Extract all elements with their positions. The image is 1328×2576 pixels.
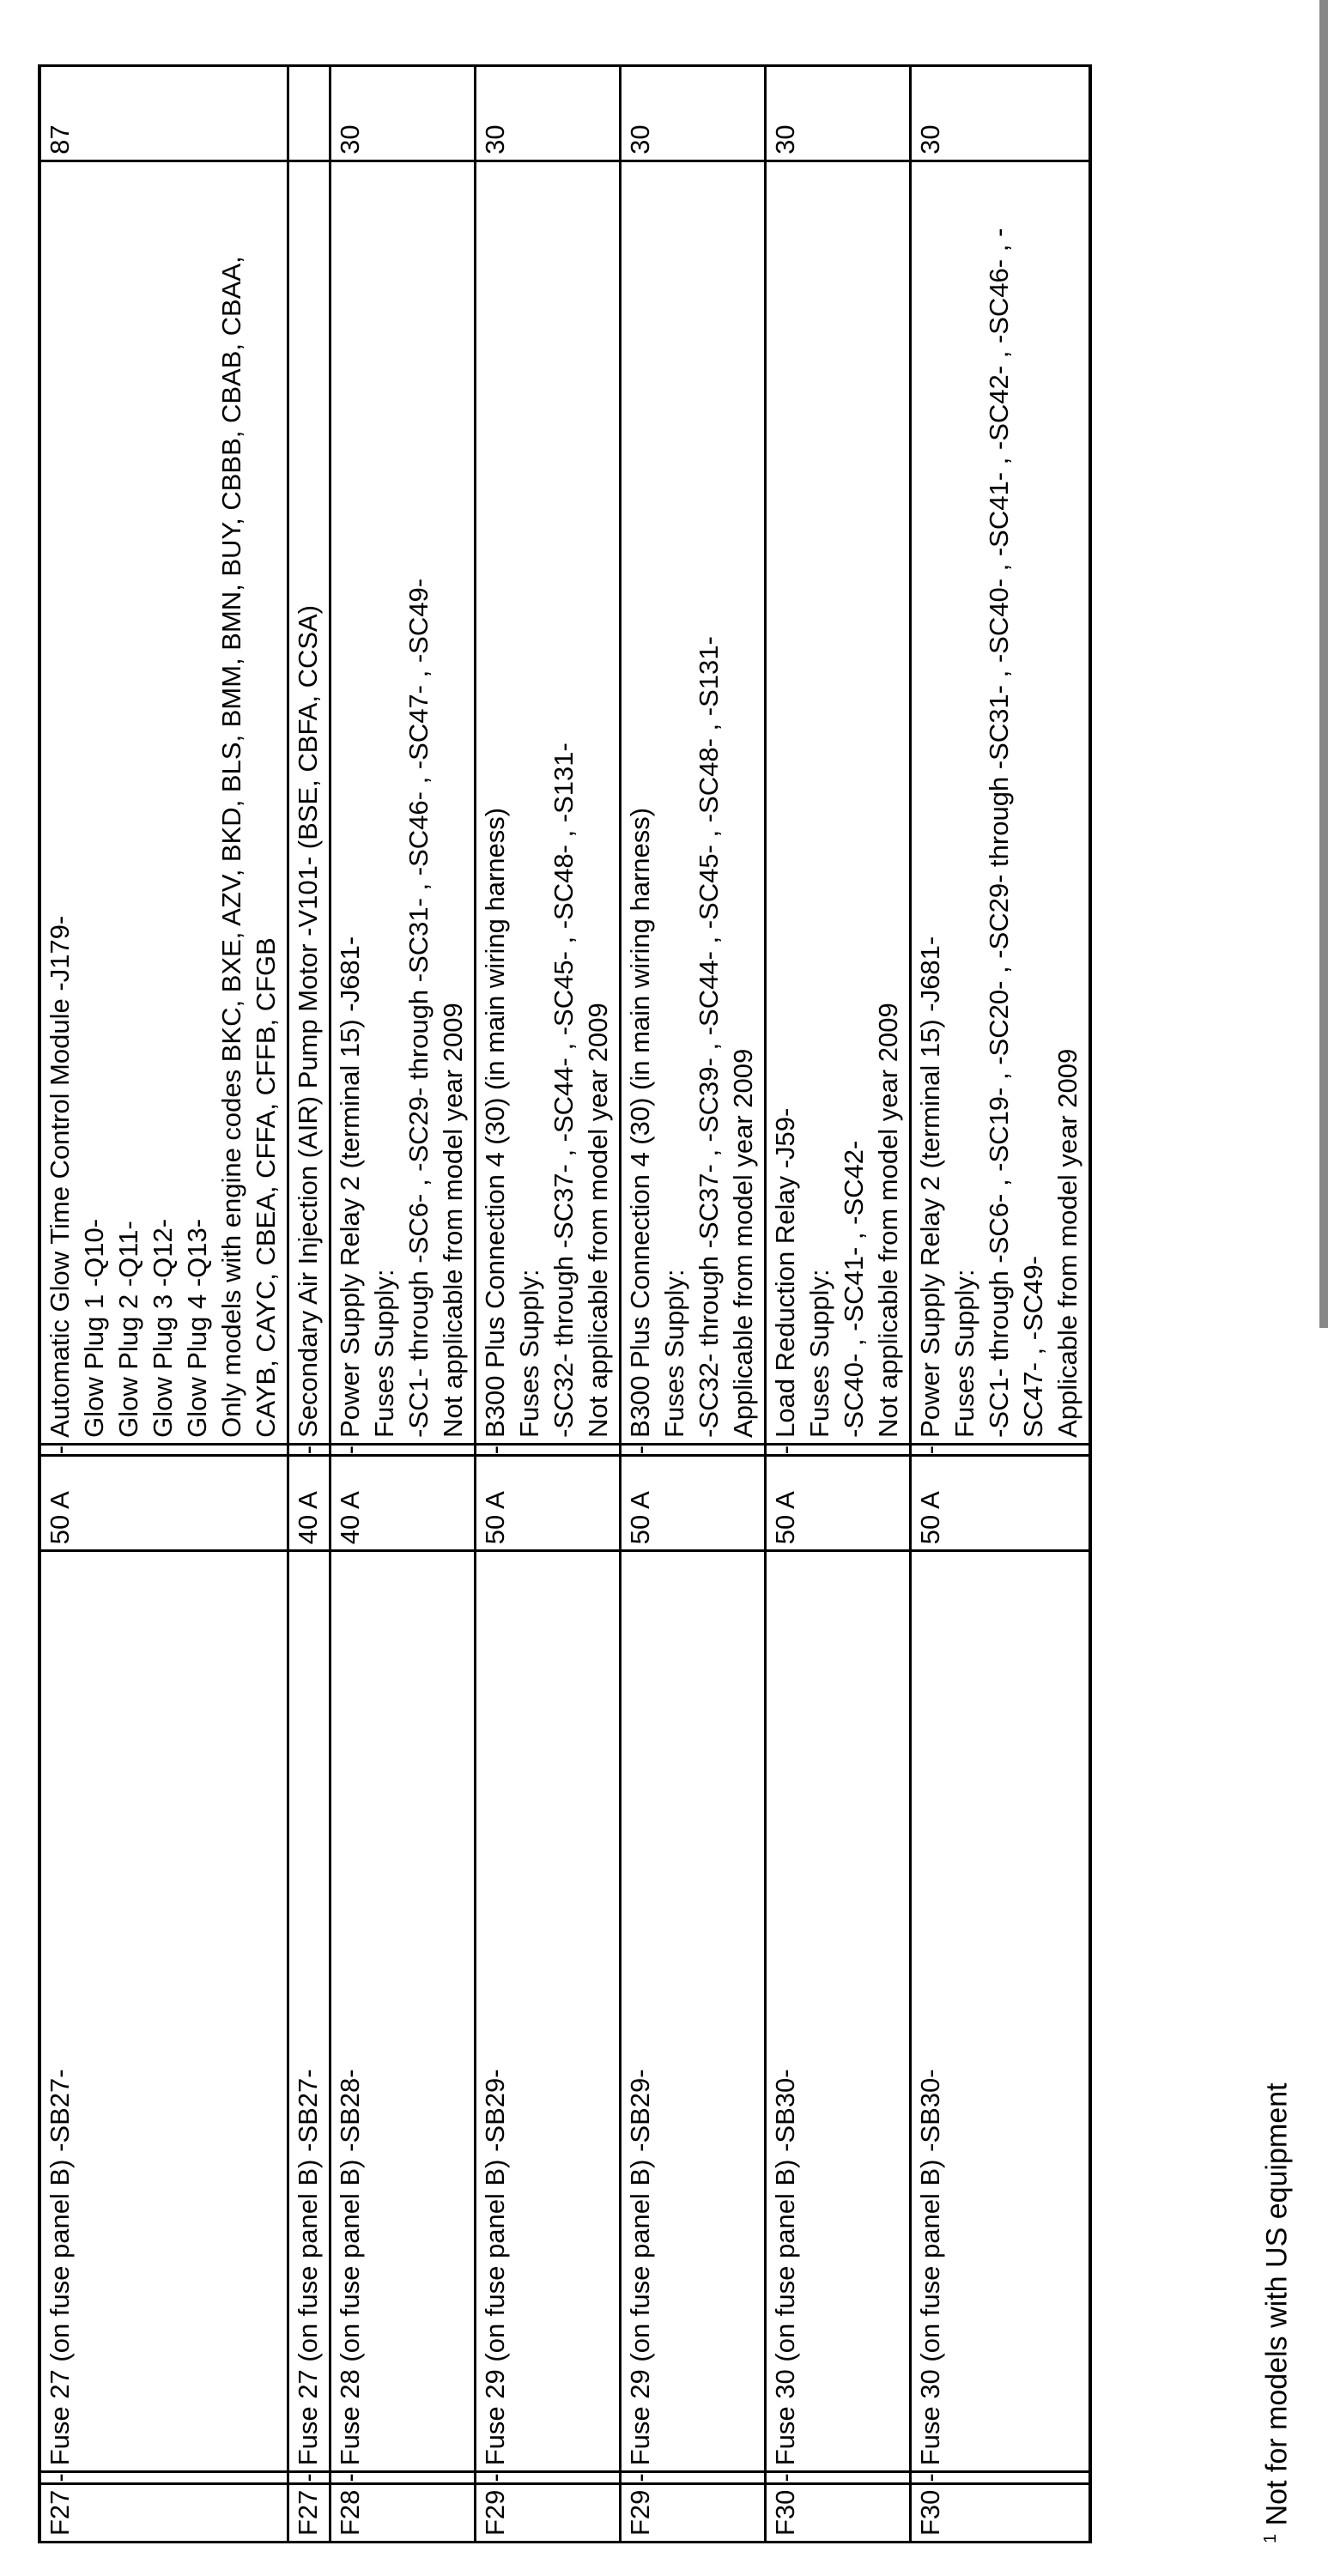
fuse-location: Fuse 29 (on fuse panel B) -SB29- [621, 1551, 766, 2472]
terminal-number: 30 [476, 65, 621, 161]
fuse-amperage: 50 A [621, 1456, 766, 1551]
description-line: Not applicable from model year 2009 [438, 1003, 468, 1438]
fuse-location: Fuse 27 (on fuse panel B) -SB27- [288, 1551, 330, 2472]
description-line: -SC1- through -SC6- , -SC29- through -SC31- , -SC46- , -SC47- , -SC49- [403, 578, 434, 1438]
description-line: Fuses Supply: [949, 1269, 979, 1438]
footnote-text: Not for models with US equipment [1260, 2082, 1294, 2526]
description-line: Glow Plug 4 -Q13- [182, 1218, 212, 1438]
description-line: Fuses Supply: [804, 1269, 834, 1438]
fuse-id: F27 [39, 2483, 288, 2542]
description-line: Fuses Supply: [514, 1269, 544, 1438]
table-row [621, 65, 766, 2542]
separator-dash: - [288, 2472, 330, 2483]
fuse-description [911, 161, 1091, 1444]
description-line: Automatic Glow Time Control Module -J179- [45, 915, 75, 1438]
description-line: Glow Plug 3 -Q12- [148, 1218, 178, 1438]
fuse-location: Fuse 30 (on fuse panel B) -SB30- [766, 1551, 911, 2472]
description-line: SC47- , -SC49- [1018, 1256, 1048, 1438]
separator-dash: - [39, 2472, 288, 2483]
fuse-amperage: 50 A [476, 1456, 621, 1551]
fuse-description [476, 161, 621, 1444]
terminal-number [288, 65, 330, 161]
separator-dash: - [766, 1444, 911, 1455]
fuse-amperage: 40 A [330, 1456, 476, 1551]
description-line: Fuses Supply: [659, 1269, 689, 1438]
table-row [330, 65, 476, 2542]
fuse-amperage: 50 A [39, 1456, 288, 1551]
fuse-id: F30 [911, 2483, 1091, 2542]
table-row [476, 65, 621, 2542]
description-line: Fuses Supply: [369, 1269, 399, 1438]
fuse-id: F27 [288, 2483, 330, 2542]
fuse-location: Fuse 27 (on fuse panel B) -SB27- [39, 1551, 288, 2472]
page-edge-bar [1319, 0, 1328, 1328]
description-line: Power Supply Relay 2 (terminal 15) -J681- [915, 936, 945, 1438]
table-row [766, 65, 911, 2542]
description-line: Glow Plug 2 -Q11- [113, 1221, 143, 1438]
fuse-description [330, 161, 476, 1444]
fuse-amperage: 50 A [911, 1456, 1091, 1551]
fuse-id: F29 [476, 2483, 621, 2542]
separator-dash: - [766, 2472, 911, 2483]
fuse-description [288, 161, 330, 1444]
fuse-location: Fuse 28 (on fuse panel B) -SB28- [330, 1551, 476, 2472]
fuse-amperage: 40 A [288, 1456, 330, 1551]
description-line: -SC32- through -SC37- , -SC44- , -SC45- , -SC48- , -S131- [549, 742, 579, 1438]
description-line: Only models with engine codes BKC, BXE, AZV, BKD, BLS, BMM, BMN, BUY, CBBB, CBAB, CBAA, [216, 256, 246, 1438]
description-line: -SC32- through -SC37- , -SC39- , -SC44- , -SC45- , -SC48- , -S131- [694, 636, 724, 1438]
terminal-number: 30 [911, 65, 1091, 161]
fuse-location: Fuse 30 (on fuse panel B) -SB30- [911, 1551, 1091, 2472]
separator-dash: - [476, 1444, 621, 1455]
separator-dash: - [39, 1444, 288, 1455]
description-line: -SC40- , -SC41- , -SC42- [839, 1140, 869, 1438]
footnote-marker: 1 [1261, 2533, 1280, 2543]
description-line: -SC1- through -SC6- , -SC19- , -SC20- , -SC29- through -SC31- , -SC40- , -SC41- , -SC42- , -SC46- , - [984, 227, 1014, 1438]
description-line: Applicable from model year 2009 [728, 1048, 758, 1438]
description-line: Not applicable from model year 2009 [583, 1003, 613, 1438]
description-line: Power Supply Relay 2 (terminal 15) -J681- [335, 936, 365, 1438]
separator-dash: - [476, 2472, 621, 2483]
fuse-description [39, 161, 288, 1444]
footnote [1253, 2083, 1294, 2543]
fuse-location: Fuse 29 (on fuse panel B) -SB29- [476, 1551, 621, 2472]
terminal-number: 30 [621, 65, 766, 161]
separator-dash: - [330, 1444, 476, 1455]
description-line: Load Reduction Relay -J59- [770, 1107, 800, 1438]
description-line: B300 Plus Connection 4 (30) (in main wiring harness) [480, 807, 510, 1438]
fuse-amperage: 50 A [766, 1456, 911, 1551]
fuse-description [766, 161, 911, 1444]
separator-dash: - [911, 1444, 1091, 1455]
table-row [911, 65, 1091, 2542]
separator-dash: - [330, 2472, 476, 2483]
description-line: Not applicable from model year 2009 [873, 1003, 903, 1438]
table-row [288, 65, 330, 2542]
terminal-number: 30 [766, 65, 911, 161]
fuse-id: F28 [330, 2483, 476, 2542]
fuse-table [38, 64, 1092, 2543]
description-line: Glow Plug 1 -Q10- [79, 1218, 109, 1438]
fuse-id: F30 [766, 2483, 911, 2542]
description-line: Secondary Air Injection (AIR) Pump Motor -V101- (BSE, CBFA, CCSA) [293, 604, 323, 1438]
separator-dash: - [911, 2472, 1091, 2483]
terminal-number: 87 [39, 65, 288, 161]
fuse-table-body [39, 65, 1090, 2542]
separator-dash: - [621, 1444, 766, 1455]
fuse-id: F29 [621, 2483, 766, 2542]
table-row [39, 65, 288, 2542]
separator-dash: - [288, 1444, 330, 1455]
fuse-description [621, 161, 766, 1444]
terminal-number: 30 [330, 65, 476, 161]
description-line: B300 Plus Connection 4 (30) (in main wiring harness) [625, 807, 655, 1438]
description-line: CAYB, CAYC, CBEA, CFFA, CFFB, CFGB [251, 937, 281, 1438]
description-line: Applicable from model year 2009 [1052, 1048, 1082, 1438]
separator-dash: - [621, 2472, 766, 2483]
